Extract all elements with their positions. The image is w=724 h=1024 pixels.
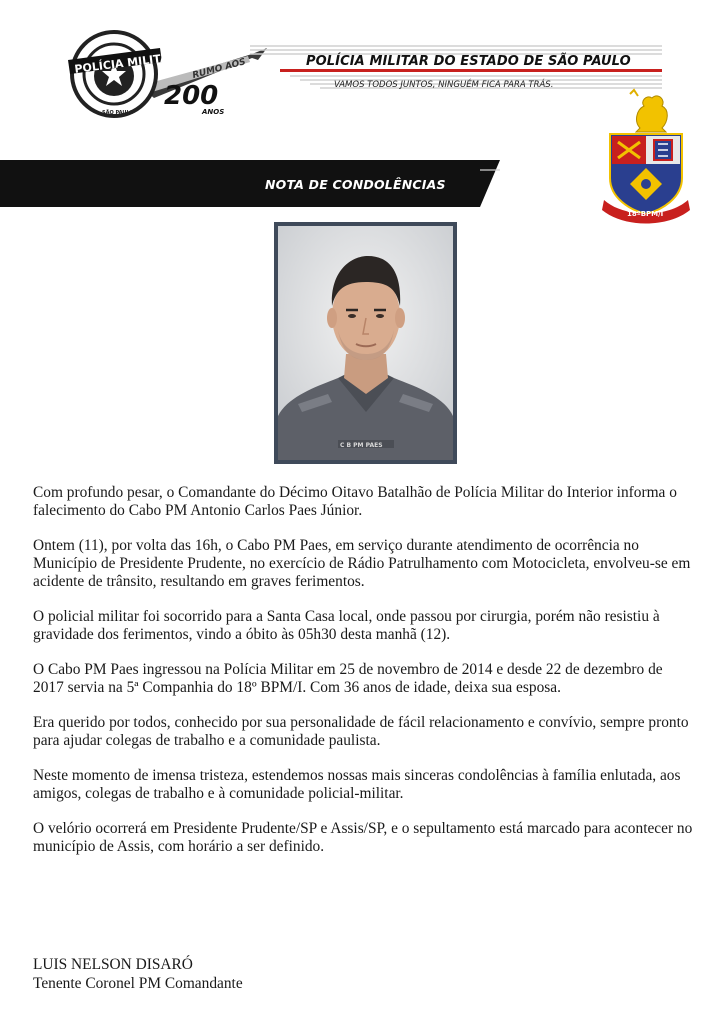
anniversary-text: RUMO AOS [191,57,247,82]
paragraph-intro: Com profundo pesar, o Comandante do Décimo Oitavo Batalhão de Polícia Militar do Interior informa o falecimento do Cabo PM Antonio Carlos Paes Júnior. [33,484,677,519]
paragraph-funeral: O velório ocorrerá em Presidente Prudente/SP e Assis/SP, e o sepultamento está marcado para acontecer no município de Assis, com horário a ser definido. [33,820,693,855]
signature-name: LUIS NELSON DISARÓ [33,956,193,973]
paragraph-personality: Era querido por todos, conhecido por sua personalidade de fácil relacionamento e convívio, sempre pronto para ajudar colegas de trabalho e a comunidade paulista. [33,714,689,749]
org-slogan: VAMOS TODOS JUNTOS, NINGUÉM FICA PARA TRÁS. [334,80,554,90]
anniversary-number: 200 [164,81,219,111]
signature-block [33,955,243,993]
photo-name-tag: C B PM PAES [340,442,383,449]
condolence-body [33,484,693,873]
officer-photo-frame [274,222,457,464]
paragraph-incident: Ontem (11), por volta das 16h, o Cabo PM Paes, em serviço durante atendimento de ocorrência no Município de Presidente Prudente, no exercício de Rádio Patrulhamento com Motocicleta, envolveu-se em acidente de trânsito, resultando em graves ferimentos. [33,537,691,590]
org-title: POLÍCIA MILITAR DO ESTADO DE SÃO PAULO [306,54,631,69]
pm-logo [62,26,272,122]
paragraph-condolences: Neste momento de imensa tristeza, estendemos nossas mais sinceras condolências à família enlutada, aos amigos, colegas de trabalho e à comunidade policial-militar. [33,767,681,802]
paragraph-career: O Cabo PM Paes ingressou na Polícia Militar em 25 de novembro de 2014 e desde 22 de dezembro de 2017 servia na 5ª Companhia do 18º BPM/I. Com 36 anos de idade, deixa sua esposa. [33,661,663,696]
anniversary-suffix: ANOS [202,108,225,116]
paragraph-hospital: O policial militar foi socorrido para a Santa Casa local, onde passou por cirurgia, porém não resistiu à gravidade dos ferimentos, vindo a óbito às 05h30 desta manhã (12). [33,608,660,643]
banner-title: NOTA DE CONDOLÊNCIAS [265,177,446,192]
signature-title: Tenente Coronel PM Comandante [33,975,243,992]
battalion-crest [600,88,692,228]
logo-text-bottom: SÃO PAULO [102,110,134,116]
crest-label: 18ºBPM/I [627,210,664,218]
officer-photo [278,226,453,460]
logo-text-top: POLÍCIA MILITAR [73,50,178,76]
